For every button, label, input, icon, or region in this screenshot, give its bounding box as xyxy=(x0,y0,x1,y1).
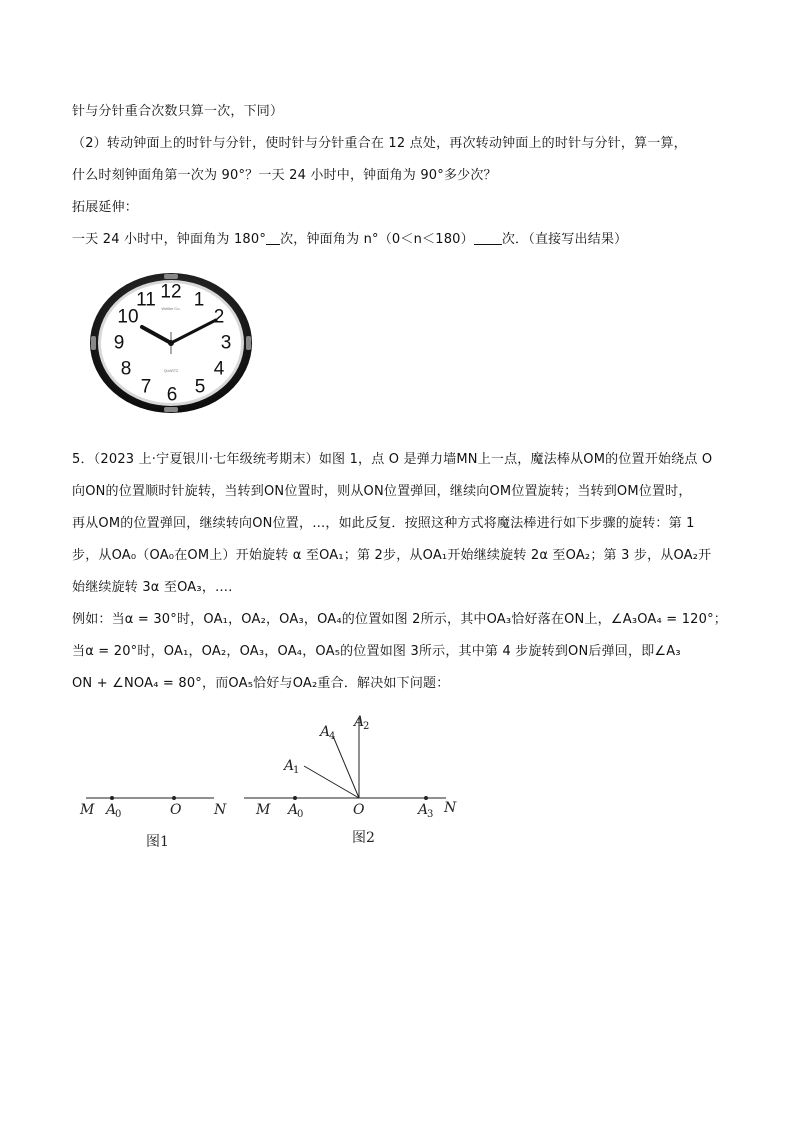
clock-center-pin xyxy=(168,340,174,346)
fig1-label-m: M xyxy=(80,802,95,818)
fig1-caption: 图1 xyxy=(146,834,169,850)
fig1-label-a0-sub: 0 xyxy=(115,809,122,820)
clock-number-12: 12 xyxy=(160,281,182,303)
frame-ornament-left xyxy=(91,336,96,350)
fig2-label-a0: A xyxy=(288,802,299,818)
text-line-5b: 次，钟面角为 n°（0＜n＜180） xyxy=(280,232,474,247)
fig2-ray-oa1 xyxy=(304,766,359,798)
clock-number-8: 8 xyxy=(120,358,132,380)
clock-number-1: 1 xyxy=(193,289,205,311)
fig1-point-a0 xyxy=(110,796,114,800)
frame-ornament-top xyxy=(164,274,178,279)
text-line-1: 针与分针重合次数只算一次，下同） xyxy=(72,104,284,119)
frame-ornament-right xyxy=(246,336,251,350)
answer-blank-1 xyxy=(266,230,280,245)
fig2-label-n: N xyxy=(444,800,457,816)
fig2-label-a2-sub: 2 xyxy=(363,721,370,732)
fig2-label-a1: A xyxy=(284,758,295,774)
fig2-label-a3: A xyxy=(418,802,429,818)
fig2-label-a2: A xyxy=(354,714,365,730)
fig2-point-a3 xyxy=(424,796,428,800)
text-line-5c: 次．（直接写出结果） xyxy=(501,232,628,247)
clock-number-4: 4 xyxy=(213,358,225,380)
text-line-3: 什么时刻钟面角第一次为 90°？一天 24 小时中，钟面角为 90°多少次？ xyxy=(72,168,497,183)
frame-ornament-bottom xyxy=(164,407,178,412)
clock-number-5: 5 xyxy=(194,376,206,398)
wall-clock-image xyxy=(88,272,254,414)
clock-number-11: 11 xyxy=(136,289,156,311)
fig2-label-m: M xyxy=(256,802,271,818)
answer-blank-2 xyxy=(474,230,502,245)
clock-number-7: 7 xyxy=(140,376,152,398)
fig2-ray-oa4 xyxy=(333,736,359,798)
fig2-point-a0 xyxy=(293,796,297,800)
clock-number-9: 9 xyxy=(113,332,125,354)
problem-5-line-7: 当α = 20°时，OA₁，OA₂，OA₃，OA₄，OA₅的位置如图 3所示，其中第 4 步旋转到ON后弹回，即∠A₃ xyxy=(72,644,681,659)
figure-2 xyxy=(240,708,480,853)
fig2-label-a1-sub: 1 xyxy=(293,765,300,776)
clock-quartz-text: QUARTZ xyxy=(163,369,179,373)
section-heading-extension: 拓展延伸： xyxy=(72,200,139,215)
problem-5-line-4: 步，从OA₀（OA₀在OM上）开始旋转 α 至OA₁；第 2步，从OA₁开始继续旋转 2α 至OA₂；第 3 步，从OA₂开 xyxy=(72,548,712,563)
fig2-label-a0-sub: 0 xyxy=(297,809,304,820)
fig2-caption: 图2 xyxy=(352,830,375,846)
clock-number-10: 10 xyxy=(117,306,139,328)
fig1-point-o xyxy=(172,796,176,800)
fig1-label-o: O xyxy=(170,802,182,818)
figure-1 xyxy=(74,770,234,854)
clock-number-2: 2 xyxy=(213,306,225,328)
clock-brand-text: Welike Co. xyxy=(161,306,181,311)
fig1-label-a0: A xyxy=(106,802,117,818)
problem-5-line-5: 始继续旋转 3α 至OA₃，…. xyxy=(72,580,233,595)
problem-5-line-1: 5．（2023 上·宁夏银川·七年级统考期末）如图 1，点 O 是弹力墙MN上一点，魔法棒从OM的位置开始绕点 O xyxy=(72,452,713,467)
problem-5-line-3: 再从OM的位置弹回，继续转向ON位置，…，如此反复．按照这种方式将魔法棒进行如下步骤的旋转：第 1 xyxy=(72,516,695,531)
text-line-5a: 一天 24 小时中，钟面角为 180° xyxy=(72,232,267,247)
clock-number-3: 3 xyxy=(220,332,232,354)
fig2-label-o: O xyxy=(353,802,365,818)
fig1-label-n: N xyxy=(214,802,227,818)
problem-5-line-2: 向ON的位置顺时针旋转，当转到ON位置时，则从ON位置弹回，继续向OM位置旋转；当转到OM位置时， xyxy=(72,484,692,499)
fig2-label-a4-sub: 4 xyxy=(329,731,336,742)
text-line-5 xyxy=(72,230,627,250)
clock-number-6: 6 xyxy=(166,384,178,406)
problem-5-line-8: ON + ∠NOA₄ = 80°，而OA₅恰好与OA₂重合．解决如下问题： xyxy=(72,676,450,691)
fig2-label-a4: A xyxy=(320,724,331,740)
problem-5-line-6: 例如：当α = 30°时，OA₁，OA₂，OA₃，OA₄的位置如图 2所示，其中OA₃恰好落在ON上，∠A₃OA₄ = 120°； xyxy=(72,612,728,627)
fig2-label-a3-sub: 3 xyxy=(427,809,434,820)
text-line-2: （2）转动钟面上的时针与分针，使时针与分针重合在 12 点处，再次转动钟面上的时针与分针，算一算， xyxy=(72,136,687,151)
